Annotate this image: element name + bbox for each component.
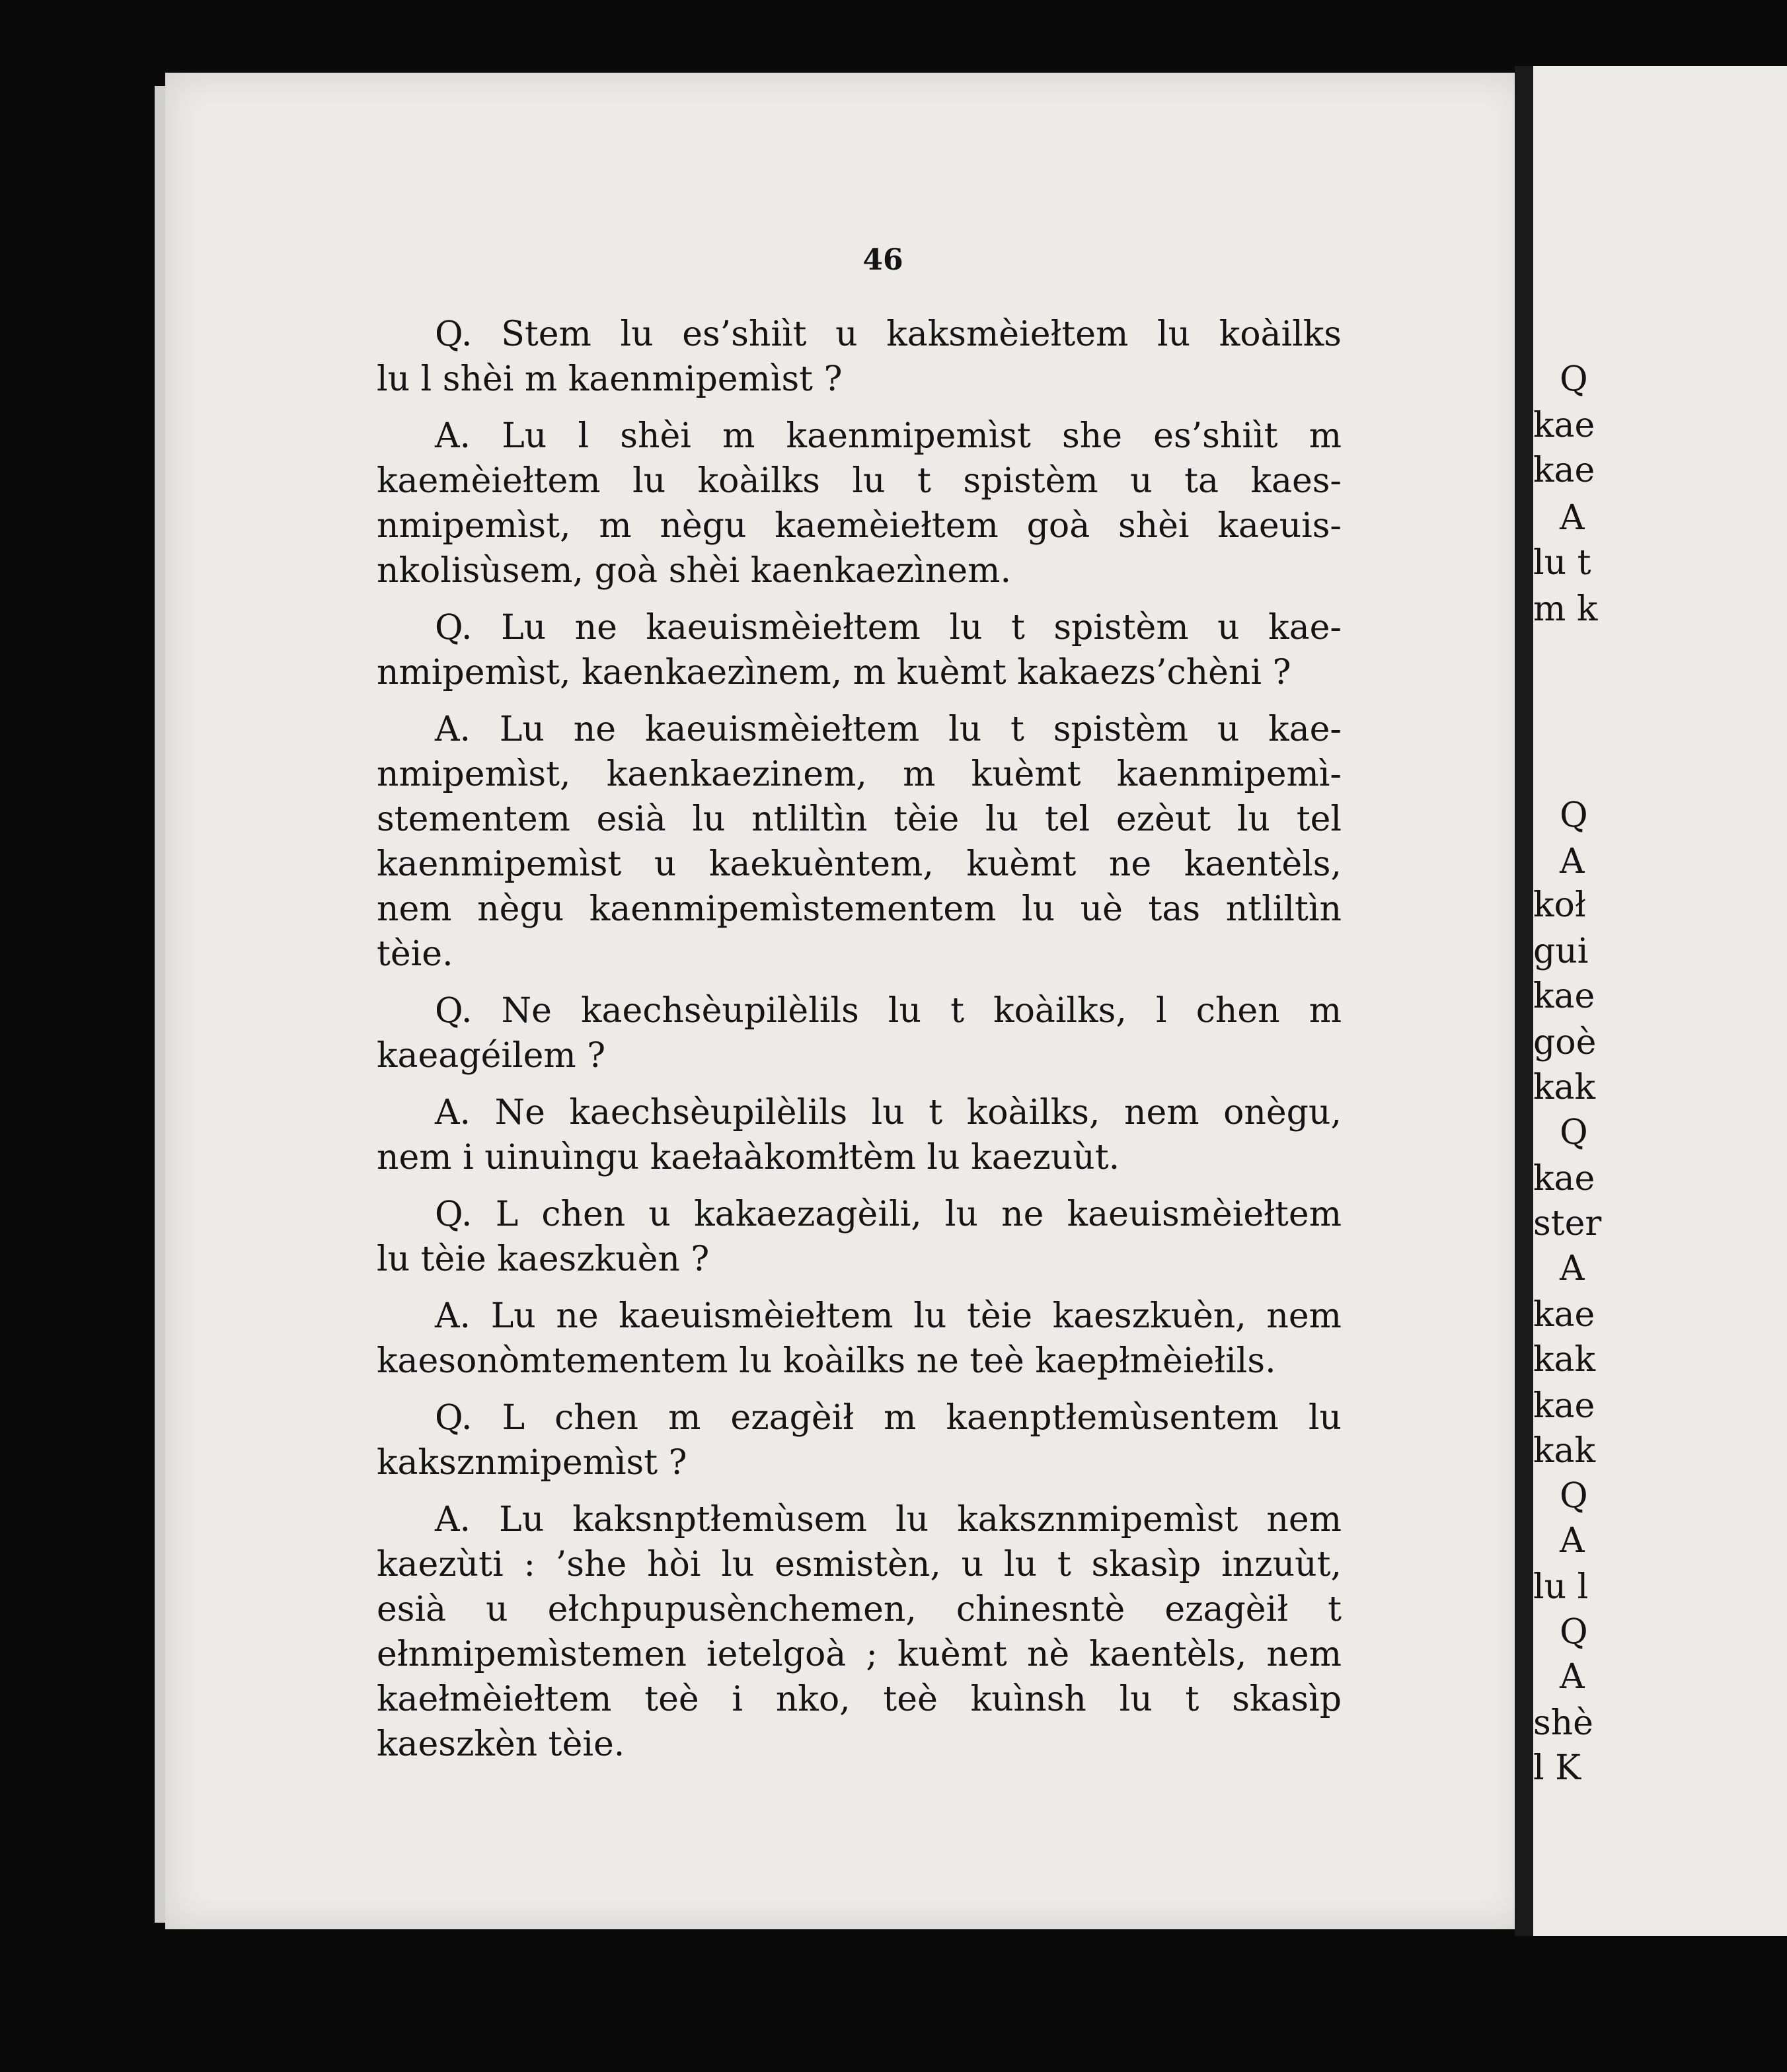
text-line: stementem esià lu ntliltìn tèie lu tel ezèut lu tel [377, 799, 1342, 839]
right-page-fragment: kae [1533, 406, 1595, 445]
text-line: Q. L chen m ezagèił m kaenptłemùsentem lu [435, 1398, 1342, 1438]
page-number: 46 [862, 243, 903, 277]
answer-paragraph [377, 1090, 1342, 1180]
right-page-fragment: lu l [1533, 1567, 1589, 1607]
text-line: nmipemìst, m nègu kaemèiełtem goà shèi kaeuis- [377, 506, 1342, 546]
text-line: kaenmipemìst u kaekuèntem, kuèmt ne kaentèls, [377, 844, 1342, 884]
text-line: nkolisùsem, goà shèi kaenkaezìnem. [377, 551, 1011, 591]
text-line: kaeszkèn tèie. [377, 1724, 625, 1764]
answer-paragraph [377, 707, 1342, 977]
right-page-fragment: kae [1533, 1386, 1595, 1426]
right-page-fragment: kae [1533, 977, 1595, 1016]
text-line: lu l shèi m kaenmipemìst ? [377, 359, 843, 399]
right-page-fragment: shè [1533, 1703, 1593, 1743]
right-page-fragment: goè [1533, 1023, 1597, 1062]
text-line: kaemèiełtem lu koàilks lu t spistèm u ta kaes- [377, 461, 1342, 501]
right-page-fragment: l K [1533, 1748, 1581, 1788]
right-page-fragment: kak [1533, 1068, 1596, 1107]
text-line: Q. Stem lu es’shiìt u kaksmèiełtem lu koàilks [435, 314, 1342, 354]
text-line: kaesonòmtementem lu koàilks ne teè kaepłmèiełils. [377, 1341, 1276, 1381]
right-page-fragment: A [1560, 842, 1585, 881]
catechism-text [377, 312, 1342, 1779]
text-line: A. Lu ne kaeuismèiełtem lu t spistèm u kae- [435, 710, 1342, 749]
right-page-fragment: Q [1560, 359, 1588, 399]
right-page-fragment: A [1560, 1657, 1585, 1697]
text-line: kaezùti : ’she hòi lu esmistèn, u lu t skasìp inzuùt, [377, 1545, 1342, 1584]
text-line: A. Lu kaksnptłemùsem lu kaksznmipemìst nem [435, 1500, 1342, 1539]
text-line: kaełmèiełtem teè i nko, teè kuìnsh lu t skasìp [377, 1680, 1342, 1719]
text-line: nmipemìst, kaenkaezìnem, m kuèmt kakaezs’chèni ? [377, 653, 1291, 692]
text-line: nmipemìst, kaenkaezinem, m kuèmt kaenmipemì- [377, 755, 1342, 794]
answer-paragraph [377, 1294, 1342, 1384]
right-page-fragment: lu t [1533, 543, 1591, 583]
right-page-fragment: Q [1560, 796, 1588, 835]
text-line: esià u ełchpupusènchemen, chinesntè ezagèił t [377, 1590, 1342, 1629]
text-line: Q. Ne kaechsèupilèlils lu t koàilks, l chen m [435, 991, 1342, 1031]
right-page-fragment: Q [1560, 1476, 1588, 1516]
text-line: A. Ne kaechsèupilèlils lu t koàilks, nem onègu, [435, 1093, 1342, 1132]
right-page-fragment: kak [1533, 1340, 1596, 1380]
question-paragraph [377, 605, 1342, 695]
question-paragraph [377, 1395, 1342, 1485]
text-line: kaeagéilem ? [377, 1036, 606, 1076]
right-page-fragment: kae [1533, 451, 1595, 490]
right-page-fragment: A [1560, 498, 1585, 538]
text-line: ełnmipemìstemen ietelgoà ; kuèmt nè kaentèls, nem [377, 1635, 1342, 1674]
text-line: Q. L chen u kakaezagèili, lu ne kaeuismèiełtem [435, 1195, 1342, 1234]
text-line: A. Lu l shèi m kaenmipemìst she es’shiìt m [435, 416, 1342, 456]
text-line: tèie. [377, 934, 453, 974]
right-page-text [1533, 66, 1787, 1936]
right-page-fragment: gui [1533, 932, 1589, 971]
right-page-fragment: koł [1533, 885, 1586, 925]
right-page-fragment: A [1560, 1249, 1585, 1288]
right-page-fragment: kae [1533, 1295, 1595, 1335]
answer-paragraph [377, 1497, 1342, 1767]
text-line: Q. Lu ne kaeuismèiełtem lu t spistèm u kae- [435, 608, 1342, 648]
question-paragraph [377, 988, 1342, 1078]
text-line: lu tèie kaeszkuèn ? [377, 1240, 710, 1279]
right-page [1533, 66, 1787, 1936]
right-page-fragment: ster [1533, 1204, 1602, 1243]
text-line: nem nègu kaenmipemìstementem lu uè tas ntliltìn [377, 889, 1342, 929]
right-page-fragment: kae [1533, 1159, 1595, 1199]
question-paragraph [377, 312, 1342, 402]
right-page-fragment: kak [1533, 1431, 1596, 1471]
question-paragraph [377, 1192, 1342, 1282]
right-page-fragment: Q [1560, 1612, 1588, 1652]
text-line: A. Lu ne kaeuismèiełtem lu tèie kaeszkuèn, nem [435, 1296, 1342, 1336]
answer-paragraph [377, 414, 1342, 593]
right-page-fragment: m k [1533, 589, 1598, 629]
text-line: kaksznmipemìst ? [377, 1443, 687, 1483]
text-line: nem i uinuìngu kaełaàkomłtèm lu kaezuùt. [377, 1138, 1120, 1177]
book-gutter [1515, 66, 1533, 1936]
right-page-fragment: A [1560, 1521, 1585, 1561]
right-page-fragment: Q [1560, 1113, 1588, 1152]
